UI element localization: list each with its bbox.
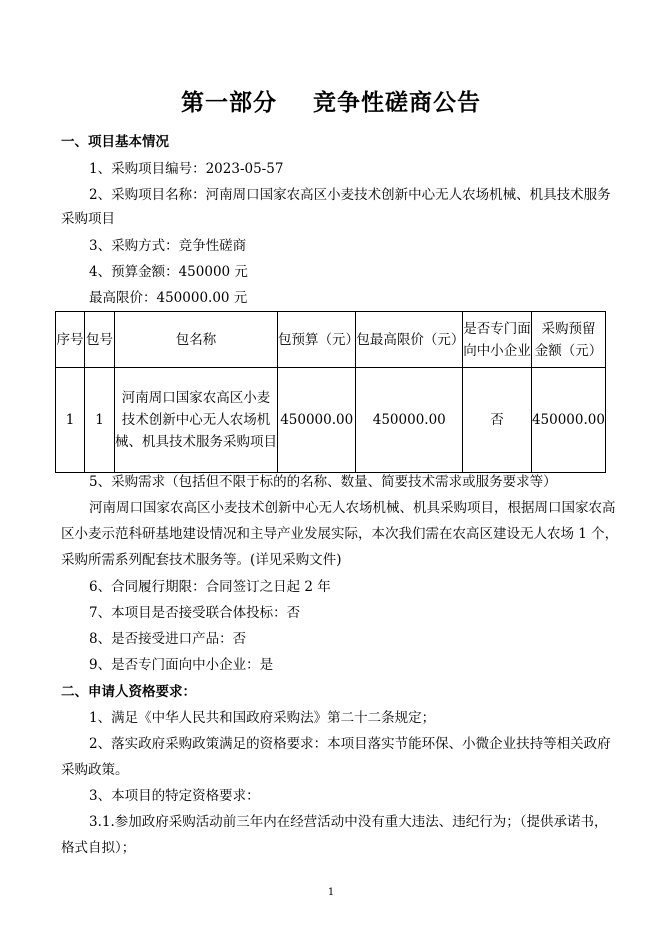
- table-header-row: [56, 312, 606, 368]
- qualification-3-1: 3.1.参加政府采购活动前三年内在经营活动中没有重大违法、违纪行为；（提供承诺书，: [89, 814, 608, 830]
- section2-heading: 二、申请人资格要求：: [61, 684, 196, 700]
- header-cell-sme: [463, 312, 532, 368]
- header-cell-reserve: [531, 312, 605, 368]
- cell-pkg: 1: [85, 368, 115, 473]
- table-row: [56, 368, 606, 473]
- cell-name: [115, 368, 278, 473]
- budget-amount: 4、预算金额：450000 元: [89, 264, 248, 280]
- consortium-bid: 7、本项目是否接受联合体投标：否: [89, 605, 301, 621]
- header-reserve-line2: 金额（元）: [534, 342, 603, 359]
- project-name-cont: 采购项目: [61, 211, 115, 227]
- requirements-para-line3: 采购所需系列配套技术服务等。(详见采购文件): [61, 552, 342, 568]
- contract-period: 6、合同履行期限：合同签订之日起 2 年: [89, 579, 331, 595]
- cell-name-line1: 河南周口国家农高区小麦: [121, 390, 271, 406]
- package-table: [55, 311, 606, 473]
- cell-name-line3: 械、机具技术服务采购项目: [115, 434, 278, 450]
- requirements-para-line1: 河南周口国家农高区小麦技术创新中心无人农场机械、机具采购项目，根据周口国家农高: [89, 500, 616, 516]
- section1-heading: 一、项目基本情况: [61, 134, 169, 150]
- cell-reserve: 450000.00: [531, 368, 605, 473]
- imported-products: 8、是否接受进口产品：否: [89, 631, 247, 647]
- header-sme-line2: 向中小企业: [463, 342, 531, 359]
- max-price: 最高限价：450000.00 元: [89, 290, 248, 306]
- header-sme-line1: 是否专门面: [463, 320, 531, 337]
- project-number: 1、采购项目编号：2023-05-57: [89, 161, 284, 177]
- header-cell-pkg: 包号: [85, 312, 115, 368]
- cell-budget: 450000.00: [278, 368, 356, 473]
- page-number: 1: [327, 887, 335, 898]
- requirements-para-line2: 区小麦示范科研基地建设情况和主导产业发展实际，本次我们需在农高区建设无人农场 1 个，: [61, 526, 619, 542]
- qualification-2: 2、落实政府采购政策满足的资格要求：本项目落实节能环保、小微企业扶持等相关政府: [89, 736, 611, 752]
- sme-only: 9、是否专门面向中小企业：是: [89, 657, 274, 673]
- cell-sme: 否: [463, 368, 532, 473]
- qualification-3: 3、本项目的特定资格要求：: [89, 788, 260, 804]
- requirements-heading: 5、采购需求（包括但不限于标的的名称、数量、简要技术需求或服务要求等）: [89, 474, 557, 490]
- cell-max-limit: 450000.00: [356, 368, 463, 473]
- header-reserve-line1: 采购预留: [541, 320, 596, 337]
- cell-name-line2: 技术创新中心无人农场机: [121, 412, 271, 428]
- page-title: 第一部分 竞争性磋商公告: [180, 89, 482, 116]
- qualification-3-1-cont: 格式自拟）；: [61, 840, 136, 856]
- procurement-method: 3、采购方式：竞争性磋商: [89, 238, 247, 254]
- header-cell-no: 序号: [56, 312, 85, 368]
- project-name: 2、采购项目名称：河南周口国家农高区小麦技术创新中心无人农场机械、机具技术服务: [89, 187, 611, 203]
- header-cell-name: 包名称: [115, 312, 278, 368]
- cell-no: 1: [56, 368, 85, 473]
- qualification-2-cont: 采购政策。: [61, 762, 129, 778]
- header-cell-budget: 包预算（元）: [278, 312, 356, 368]
- header-cell-max-limit: 包最高限价（元）: [356, 312, 463, 368]
- qualification-1: 1、满足《中华人民共和国政府采购法》第二十二条规定；: [89, 710, 436, 726]
